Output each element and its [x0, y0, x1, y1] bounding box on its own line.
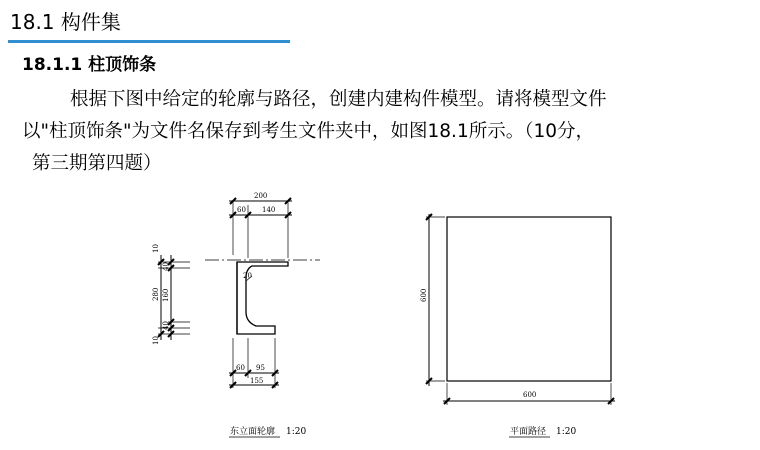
- dim-side-top-small: 10: [152, 244, 160, 253]
- section-title: 18.1 构件集: [10, 10, 121, 34]
- plan-drawing: [426, 214, 615, 405]
- dim-side-bottom-small: 10: [152, 336, 160, 345]
- profile-caption: [229, 425, 306, 437]
- paragraph-line-3: 第三期第四题）: [32, 153, 162, 174]
- dim-inner: 20: [243, 272, 252, 280]
- dim-side-total: 280: [152, 287, 160, 301]
- plan-caption-scale: 1:20: [556, 427, 577, 437]
- plan-caption-title: 平面路径: [510, 427, 547, 437]
- plan-dimension-labels: [420, 289, 536, 399]
- dim-bottom-right: 95: [256, 364, 265, 372]
- paragraph-line-1: 根据下图中给定的轮廓与路径，创建内建构件模型。请将模型文件: [70, 89, 607, 110]
- profile-caption-scale: 1:20: [286, 427, 307, 437]
- dim-top-right: 140: [262, 206, 276, 214]
- subsection-title: 18.1.1 柱顶饰条: [22, 55, 157, 75]
- dim-top-total: 200: [254, 192, 268, 200]
- plan-dim-height: 600: [420, 288, 428, 302]
- plan-dim-width: 600: [523, 391, 537, 399]
- profile-drawing: [158, 198, 320, 388]
- dim-side-mid: 160: [162, 288, 170, 302]
- dim-side-lower: 40: [162, 321, 170, 330]
- dim-bottom-total: 155: [250, 377, 264, 385]
- paragraph-line-2: 以"柱顶饰条"为文件名保存到考生文件夹中，如图18.1所示。（10分，: [22, 121, 595, 142]
- profile-caption-title: 东立面轮廓: [230, 427, 276, 437]
- plan-caption: [509, 425, 576, 437]
- dim-top-left: 60: [237, 206, 246, 214]
- dim-bottom-left: 60: [236, 364, 245, 372]
- dim-side-upper: 40: [162, 262, 170, 271]
